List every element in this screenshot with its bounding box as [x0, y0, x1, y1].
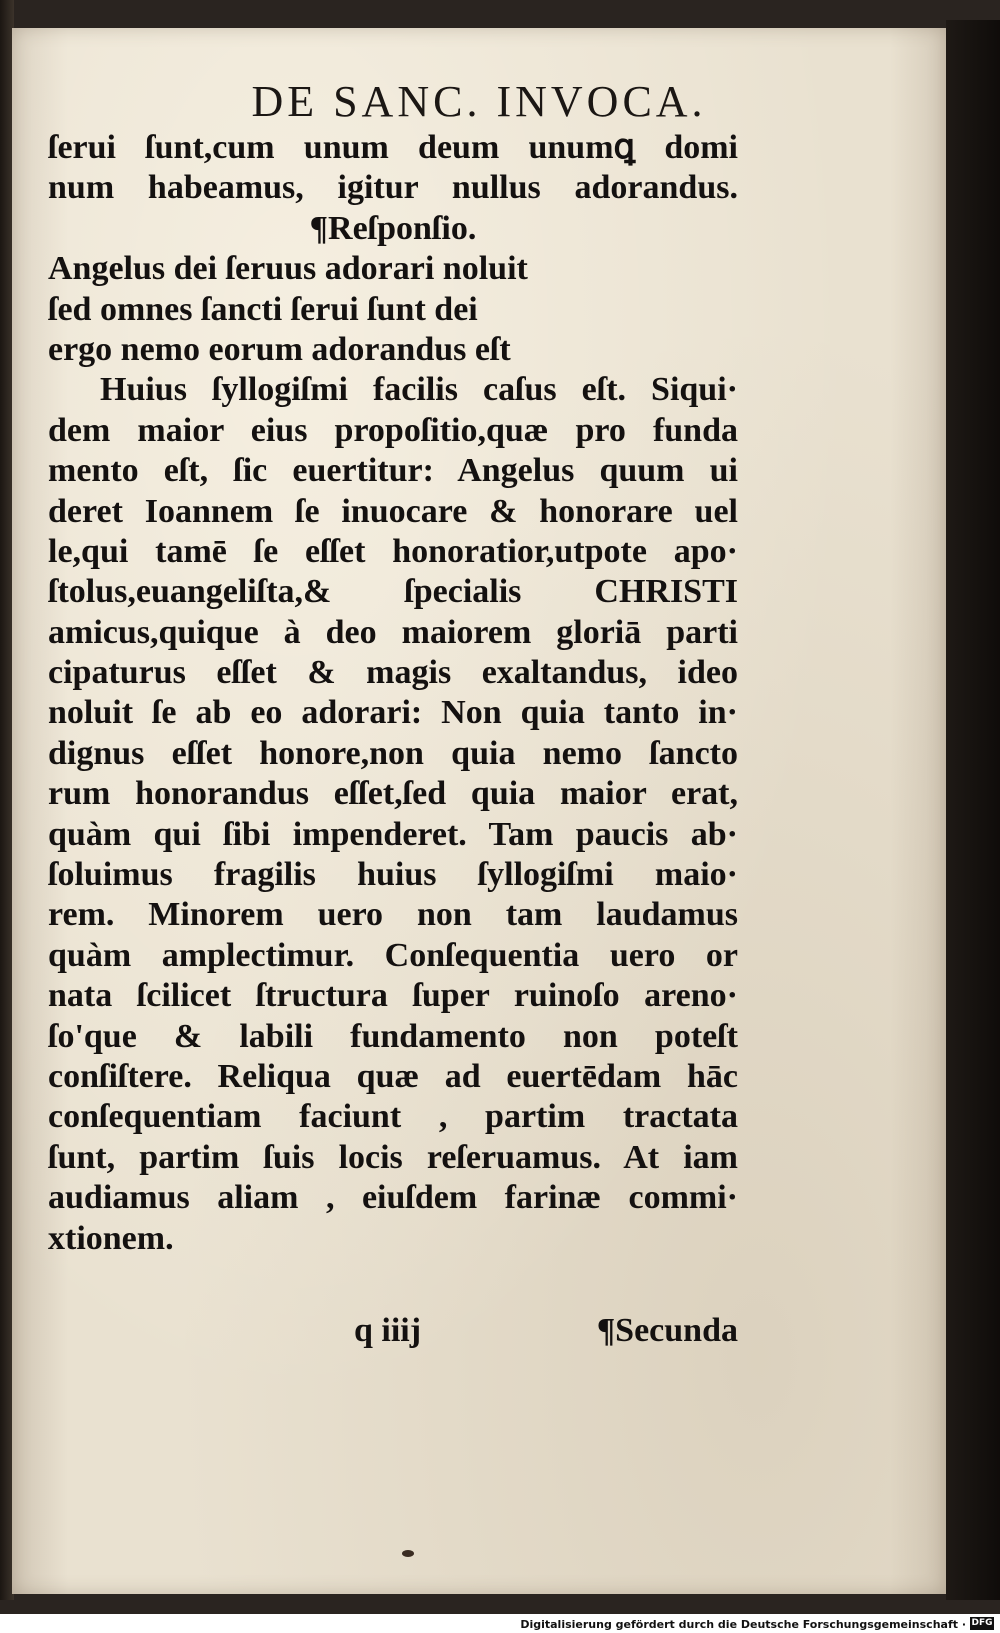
- text-line-22: nata ſcilicet ſtructura ſuper ruinoſo areno·: [48, 977, 738, 1015]
- text-line-1: ſerui ſunt,cum unum deum unumꝗ domi: [48, 129, 738, 166]
- text-line-25: conſequentiam faciunt , partim tractata: [48, 1098, 738, 1136]
- text-line-13: amicus,quique à deo maiorem gloriā parti: [48, 613, 738, 651]
- catchword: ¶Secunda: [596, 1312, 738, 1349]
- paper-fleck: [402, 1550, 414, 1557]
- book-page: [12, 28, 946, 1594]
- text-line-8: dem maior eius propoſitio,quæ pro funda: [48, 411, 738, 449]
- text-line-4: Angelus dei ſeruus adorari noluit: [48, 250, 528, 288]
- text-line-23: ſo'que & labili fundamento non poteſt: [48, 1017, 738, 1055]
- text-line-12: ſtolus,euangeliſta,& ſpecialis CHRISTI: [48, 573, 738, 611]
- text-line-27: audiamus aliam , eiuſdem farinæ commi·: [48, 1179, 738, 1217]
- text-line-9: mento eſt, ſic euertitur: Angelus quum ui: [48, 452, 738, 490]
- text-line-28: xtionem.: [48, 1219, 174, 1257]
- text-line-5: ſed omnes ſancti ſerui ſunt dei: [48, 290, 478, 328]
- text-line-6: ergo nemo eorum adorandus eſt: [48, 330, 511, 368]
- text-line-11: le,qui tamē ſe eſſet honoratior,utpote apo·: [48, 532, 738, 570]
- digitization-credit: Digitalisierung gefördert durch die Deutsche Forschungsgemeinschaft ·: [520, 1618, 966, 1631]
- page-footer-row: [48, 1312, 738, 1356]
- text-line-21: quàm amplectimur. Conſequentia uero or: [48, 936, 738, 974]
- text-line-2: num habeamus, igitur nullus adorandus.: [48, 169, 738, 207]
- text-line-10: deret Ioannem ſe inuocare & honorare uel: [48, 492, 738, 530]
- text-line-20: rem. Minorem uero non tam laudamus: [48, 896, 738, 934]
- section-heading-responsio: ¶Reſponſio.: [309, 209, 477, 247]
- text-line-26: ſunt, partim ſuis locis reſeruamus. At iam: [48, 1138, 738, 1176]
- text-line-14: cipaturus eſſet & magis exaltandus, ideo: [48, 654, 738, 692]
- text-line-18: quàm qui ſibi impenderet. Tam paucis ab·: [48, 815, 738, 853]
- body-text: [48, 128, 738, 1259]
- text-line-15: noluit ſe ab eo adorari: Non quia tanto in·: [48, 694, 738, 732]
- signature-mark: q iiij: [354, 1312, 422, 1349]
- text-line-17: rum honorandus eſſet,ſed quia maior erat,: [48, 775, 738, 813]
- text-line-24: conſiſtere. Reliqua quæ ad euertēdam hāc: [48, 1057, 738, 1095]
- text-line-19: ſoluimus fragilis huius ſyllogiſmi maio·: [48, 856, 738, 894]
- dfg-logo-icon: DFG: [971, 1618, 993, 1628]
- text-line-7: Huius ſyllogiſmi facilis caſus eſt. Siqui·: [100, 371, 738, 409]
- scan-right-edge: [946, 20, 1000, 1600]
- text-line-16: dignus eſſet honore,non quia nemo ſancto: [48, 734, 738, 772]
- running-head: DE SANC. INVOCA.: [251, 77, 707, 126]
